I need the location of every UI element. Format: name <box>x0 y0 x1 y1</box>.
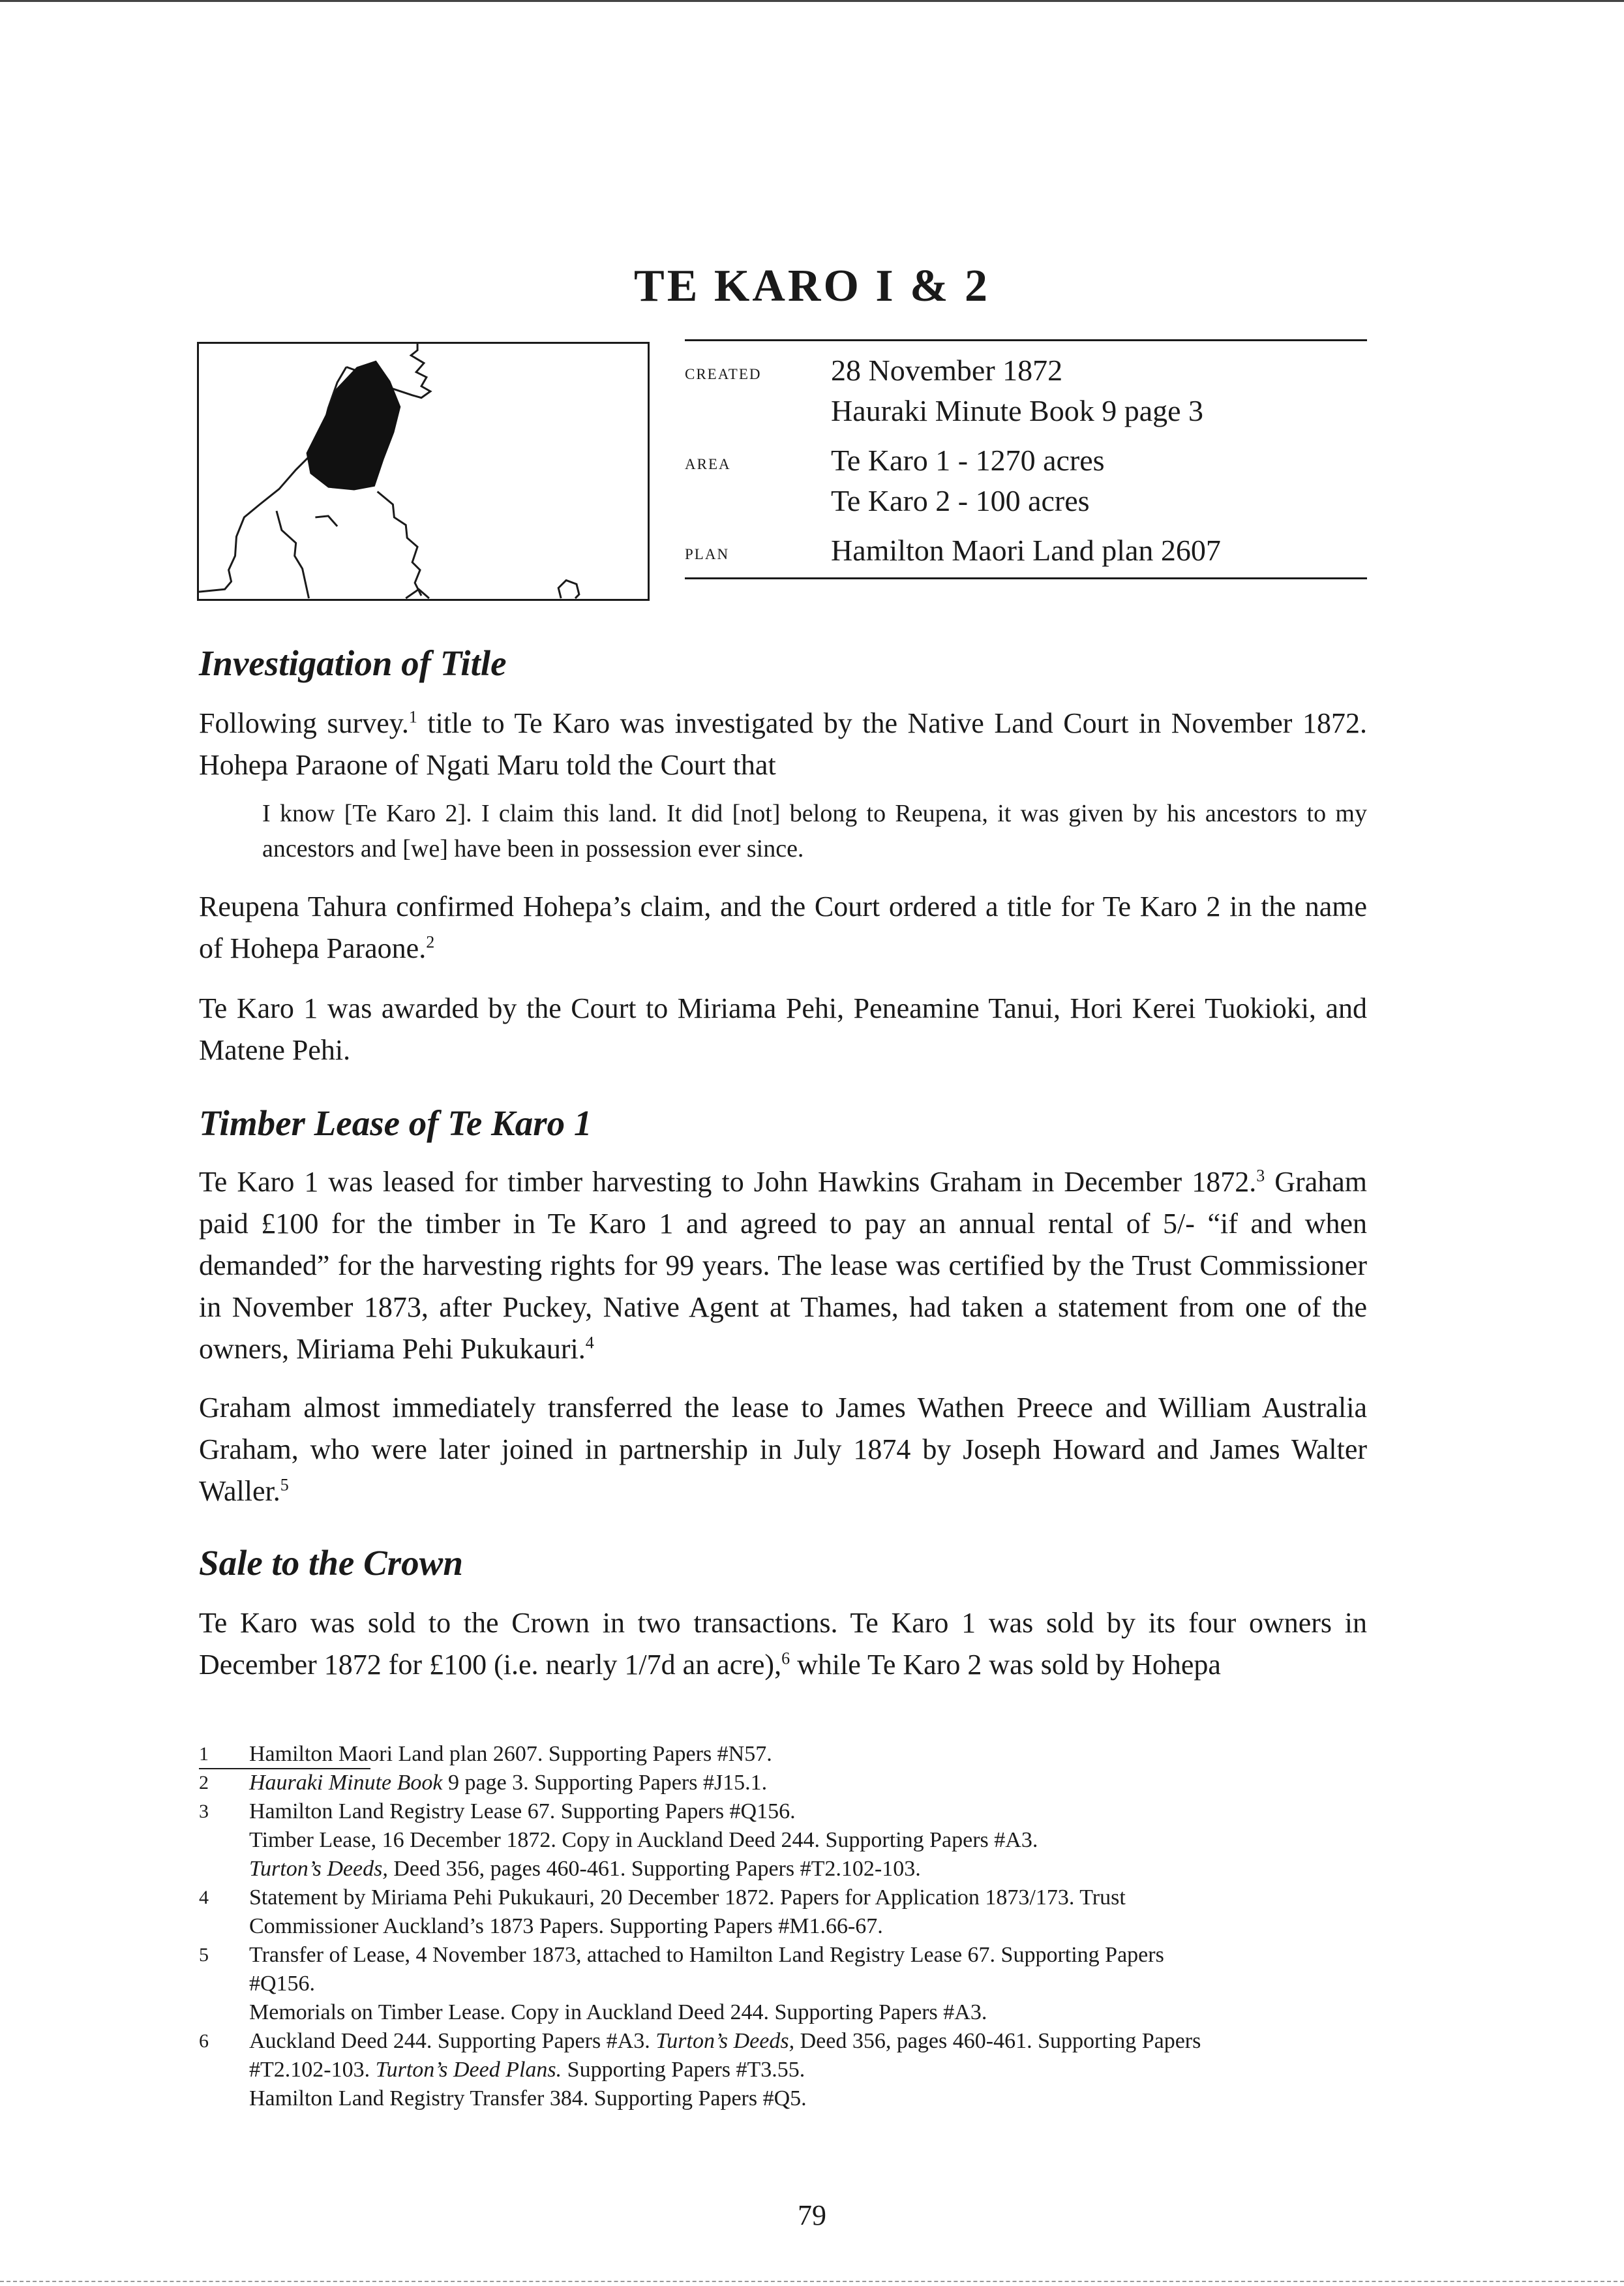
footnote-ref-5: 5 <box>280 1475 289 1495</box>
plan-label: plan <box>685 541 730 564</box>
footnote-ref-1: 1 <box>408 707 417 727</box>
footnote-text: Memorials on Timber Lease. Copy in Auckland Deed 244. Supporting Papers #A3. <box>249 2000 987 2024</box>
footnote-text: Transfer of Lease, 4 November 1873, attached to Hamilton Land Registry Lease 67. Supporting Papers <box>249 1943 1164 1967</box>
page-title: TE KARO I & 2 <box>634 260 990 311</box>
created-label: created <box>685 361 762 384</box>
info-table <box>685 339 1367 579</box>
investigation-paragraph-3: Te Karo 1 was awarded by the Court to Miriama Pehi, Peneamine Tanui, Hori Kerei Tuokioki, and Matene Pehi. <box>199 992 1367 1066</box>
investigation-paragraph-1: Following survey.$^1$ title to Te Karo was investigated by the Native Land Court in November 1872. Hohepa Paraone of Ngati Maru told the Court that <box>199 707 1367 781</box>
area-te-karo-2: Te Karo 2 - 100 acres <box>831 484 1090 517</box>
area-label: area <box>685 451 731 474</box>
footnotes <box>199 1740 1373 2113</box>
created-date: 28 November 1872 <box>831 354 1063 387</box>
info-row-area <box>685 431 1367 521</box>
footnote-6 <box>199 2027 1373 2113</box>
footnote-number: 2 <box>199 1772 209 1793</box>
footnote-number: 5 <box>199 1944 209 1966</box>
footnote-text: Turton’s Deeds, Deed 356, pages 460-461. Supporting Papers #T2.102-103. <box>249 1857 921 1881</box>
footnote-text: Hauraki Minute Book 9 page 3. Supporting Papers #J15.1. <box>249 1771 768 1795</box>
area-te-karo-1: Te Karo 1 - 1270 acres <box>831 444 1105 477</box>
timber-paragraph-2: Graham almost immediately transferred the lease to James Wathen Preece and William Australia Graham, who were later joined in partnership in July 1874 by Joseph Howard and James Walter Waller.$^5$ <box>199 1392 1367 1507</box>
heading-investigation: Investigation of Title <box>199 643 507 683</box>
heading-sale-to-crown: Sale to the Crown <box>199 1543 463 1583</box>
footnote-1 <box>199 1740 1373 1769</box>
footnote-number: 3 <box>199 1801 209 1822</box>
page-top-edge <box>0 0 1624 2</box>
footnote-2 <box>199 1769 1373 1797</box>
info-bottom-rule <box>685 577 1367 579</box>
hohepa-quote: I know [Te Karo 2]. I claim this land. It did [not] belong to Reupena, it was given by his ancestors to my ancestors and [we] have been in possession ever since. <box>262 800 1367 862</box>
footnote-text: Auckland Deed 244. Supporting Papers #A3. Turton’s Deeds, Deed 356, pages 460-461. Supporting Papers <box>249 2029 1201 2053</box>
footnote-number: 6 <box>199 2030 209 2052</box>
footnote-4 <box>199 1883 1373 1941</box>
footnote-text: Timber Lease, 16 December 1872. Copy in Auckland Deed 244. Supporting Papers #A3. <box>249 1828 1038 1852</box>
page-number: 79 <box>798 2199 826 2231</box>
footnote-ref-2: 2 <box>426 932 435 952</box>
footnote-3 <box>199 1797 1373 1883</box>
plan-value: Hamilton Maori Land plan 2607 <box>831 534 1221 567</box>
investigation-paragraph-2: Reupena Tahura confirmed Hohepa’s claim, and the Court ordered a title for Te Karo 2 in the name of Hohepa Paraone.$^2$ <box>199 891 1367 964</box>
footnote-text: #T2.102-103. Turton’s Deed Plans. Supporting Papers #T3.55. <box>249 2058 805 2082</box>
footnote-number: 1 <box>199 1743 209 1765</box>
footnote-ref-3: 3 <box>1256 1166 1265 1185</box>
sale-paragraph-1: Te Karo was sold to the Crown in two transactions. Te Karo 1 was sold by its four owners in December 1872 for £100 (i.e. nearly 1/7d an acre),$^6$ while Te Karo 2 was sold by Hohepa <box>199 1607 1367 1681</box>
footnote-text: Statement by Miriama Pehi Pukukauri, 20 December 1872. Papers for Application 1873/173. Trust <box>249 1885 1126 1910</box>
footnote-number: 4 <box>199 1887 209 1908</box>
info-row-created <box>685 341 1367 431</box>
footnote-ref-4: 4 <box>585 1333 594 1352</box>
footnote-text: Hamilton Land Registry Transfer 384. Supporting Papers #Q5. <box>249 2086 807 2111</box>
footnote-text: #Q156. <box>249 1972 316 1996</box>
footnote-ref-6: 6 <box>781 1649 790 1668</box>
footnote-text: Hamilton Maori Land plan 2607. Supporting Papers #N57. <box>249 1742 772 1766</box>
timber-paragraph-1: Te Karo 1 was leased for timber harvesting to John Hawkins Graham in December 1872.$^3$ Graham paid £100 for the timber in Te Karo 1 and agreed to pay an annual rental of 5/- “if and when demanded” for the harvesting rights for 99 years. The lease was certified by the Trust Commissioner in November 1873, after Puckey, Native Agent at Thames, had taken a statement from one of the owners, Miriama Pehi Pukukauri.$^4$ <box>199 1166 1367 1365</box>
heading-timber-lease: Timber Lease of Te Karo 1 <box>199 1103 592 1143</box>
location-map <box>197 342 650 601</box>
created-minute-book: Hauraki Minute Book 9 page 3 <box>831 394 1204 427</box>
footnote-5 <box>199 1941 1373 2027</box>
footnote-text: Hamilton Land Registry Lease 67. Supporting Papers #Q156. <box>249 1799 796 1823</box>
info-row-plan <box>685 521 1367 577</box>
footnote-text: Commissioner Auckland’s 1873 Papers. Supporting Papers #M1.66-67. <box>249 1914 883 1938</box>
page-bottom-edge <box>0 2281 1624 2282</box>
